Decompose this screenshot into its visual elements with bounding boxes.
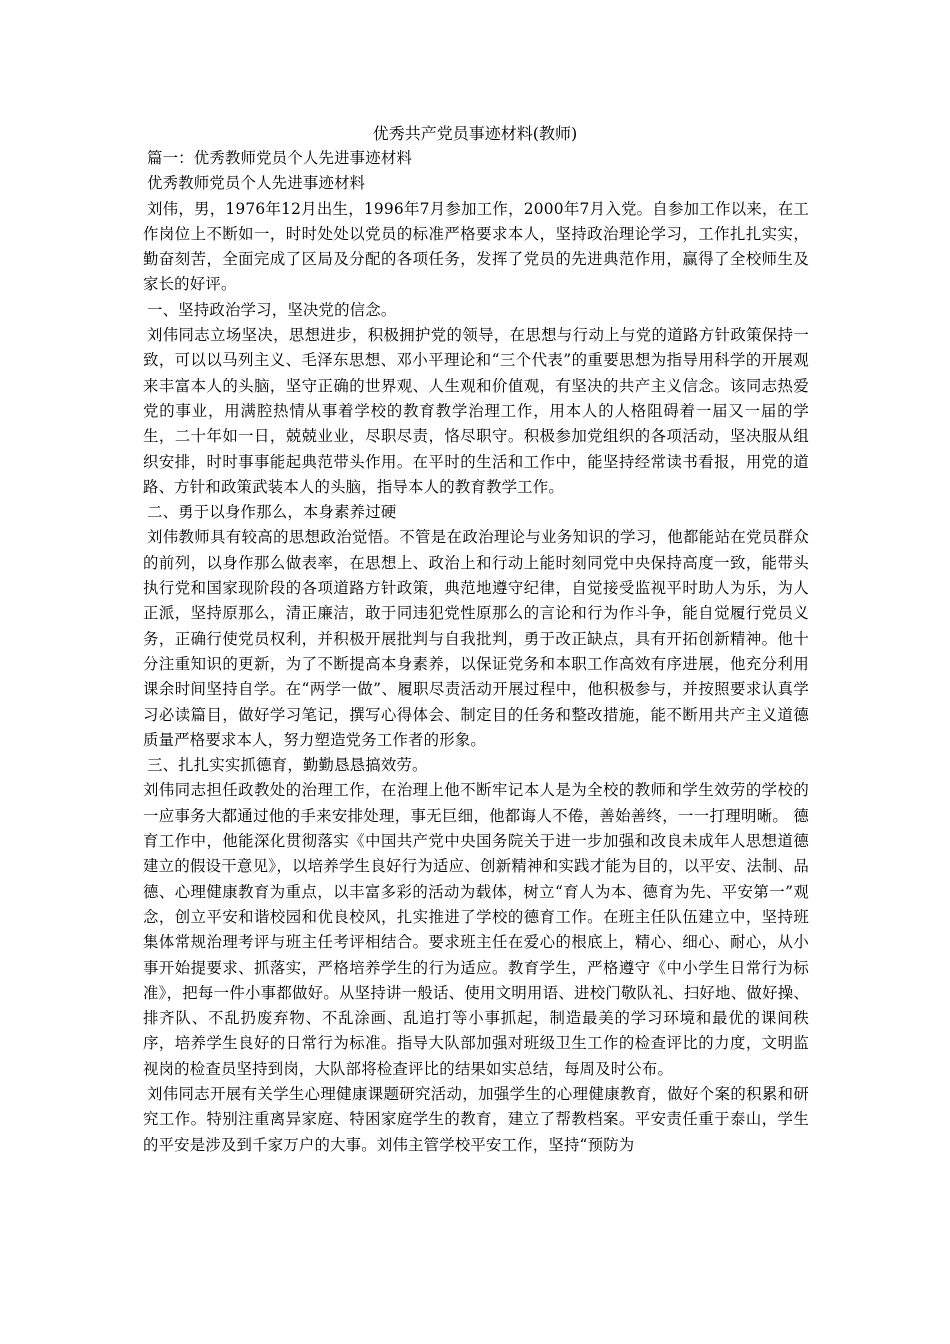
heading-politics-study: 一、坚持政治学习，坚决党的信念。	[147, 300, 397, 319]
paragraph-politics-study: 刘伟同志立场坚决，思想进步，积极拥护党的领导，在思想与行动上与党的道路方针政策保持一致，可以以马列主义、毛泽东思想、邓小平理论和“三个代表”的重要思想为指导用科学的开展观来丰富本人的头脑，坚守正确的世界观、人生观和价值观，有坚决的共产主义信念。该同志热爱党的事业，用满腔热情从事着学校的教育教学治理工作，用本人的人格阻碍着一届又一届的学生，二十年如一日，兢兢业业，尽职尽责，恪尽职守。积极参加党组织的各项活动，坚决服从组织安排，时时事事能起典范带头作用。在平时的生活和工作中，能坚持经常读书看报，用党的道路、方针和政策武装本人的头脑，指导本人的教育教学工作。	[143, 326, 809, 496]
document-body	[143, 146, 809, 1158]
heading-lead-by-example: 二、勇于以身作那么，本身素养过硬	[147, 503, 397, 522]
paragraph-moral-education: 刘伟同志担任政教处的治理工作，在治理上他不断牢记本人是为全校的教师和学生效劳的学校的一应事务大都通过他的手来安排处理，事无巨细，他都诲人不倦，善始善终，一一打理明晰。 德育工作中，他能深化贯彻落实《中国共产党中央国务院关于进一步加强和改良未成年人思想道德建立的假设干意见》，以培养学生良好行为适应、创新精神和实践才能为目的，以平安、法制、品德、心理健康教育为重点，以丰富多彩的活动为载体，树立“育人为本、德育为先、平安第一”观念，创立平安和谐校园和优良校风，扎实推进了学校的德育工作。在班主任队伍建立中，坚持班集体常规治理考评与班主任考评相结合。要求班主任在爱心的根底上，精心、细心、耐心，从小事开始提要求、抓落实，严格培养学生的行为适应。教育学生，严格遵守《中小学生日常行为标准》，把每一件小事都做好。从坚持讲一般话、使用文明用语、进校门敬队礼、扫好地、做好操、排齐队、不乱扔废弃物、不乱涂画、乱追打等小事抓起，制造最美的学习环境和最优的课间秩序，培养学生良好的日常行为标准。指导大队部加强对班级卫生工作的检查评比的力度，文明监视岗的检查员坚持到岗，大队部将检查评比的结果如实总结，每周及时公布。	[143, 781, 809, 1078]
paragraph-lead-by-example: 刘伟教师具有较高的思想政治觉悟。不管是在政治理论与业务知识的学习，他都能站在党员群众的前列，以身作那么做表率，在思想上、政治上和行动上能时刻同党中央保持高度一致，能带头执行党和国家现阶段的各项道路方针政策，典范地遵守纪律，自觉接受监视平时助人为乐，为人正派，坚持原那么，清正廉洁，敢于同违犯党性原那么的言论和行为作斗争，能自觉履行党员义务，正确行使党员权利，并积极开展批判与自我批判，勇于改正缺点，具有开拓创新精神。他十分注重知识的更新，为了不断提高本身素养，以保证党务和本职工作高效有序进展，他充分利用课余时间坚持自学。在“两学一做”、履职尽责活动开展过程中，他积极参与，并按照要求认真学习必读篇目，做好学习笔记，撰写心得体会、制定目的任务和整改措施，能不断用共产主义道德质量严格要求本人，努力塑造党务工作者的形象。	[143, 528, 809, 749]
intro-paragraph: 刘伟，男，1976年12月出生，1996年7月参加工作，2000年7月入党。自参加工作以来，在工作岗位上不断如一，时时处处以党员的标准严格要求本人，坚持政治理论学习，工作扎扎实实，勤奋刻苦，全面完成了区局及分配的各项任务，发挥了党员的先进典范作用，赢得了全校师生及家长的好评。	[143, 199, 809, 294]
article-subtitle: 优秀教师党员个人先进事迹材料	[147, 174, 366, 193]
heading-moral-education: 三、扎扎实实抓德育，勤勤恳恳搞效劳。	[147, 756, 428, 775]
paragraph-mental-health: 刘伟同志开展有关学生心理健康课题研究活动，加强学生的心理健康教育，做好个案的积累和研究工作。特别注重离异家庭、特困家庭学生的教育，建立了帮教档案。平安责任重于泰山，学生的平安是涉及到千家万户的大事。刘伟主管学校平安工作，坚持“预防为	[143, 1084, 809, 1154]
document-title: 优秀共产党员事迹材料(教师)	[372, 124, 578, 143]
section-heading-part-one: 篇一：优秀教师党员个人先进事迹材料	[147, 149, 413, 167]
